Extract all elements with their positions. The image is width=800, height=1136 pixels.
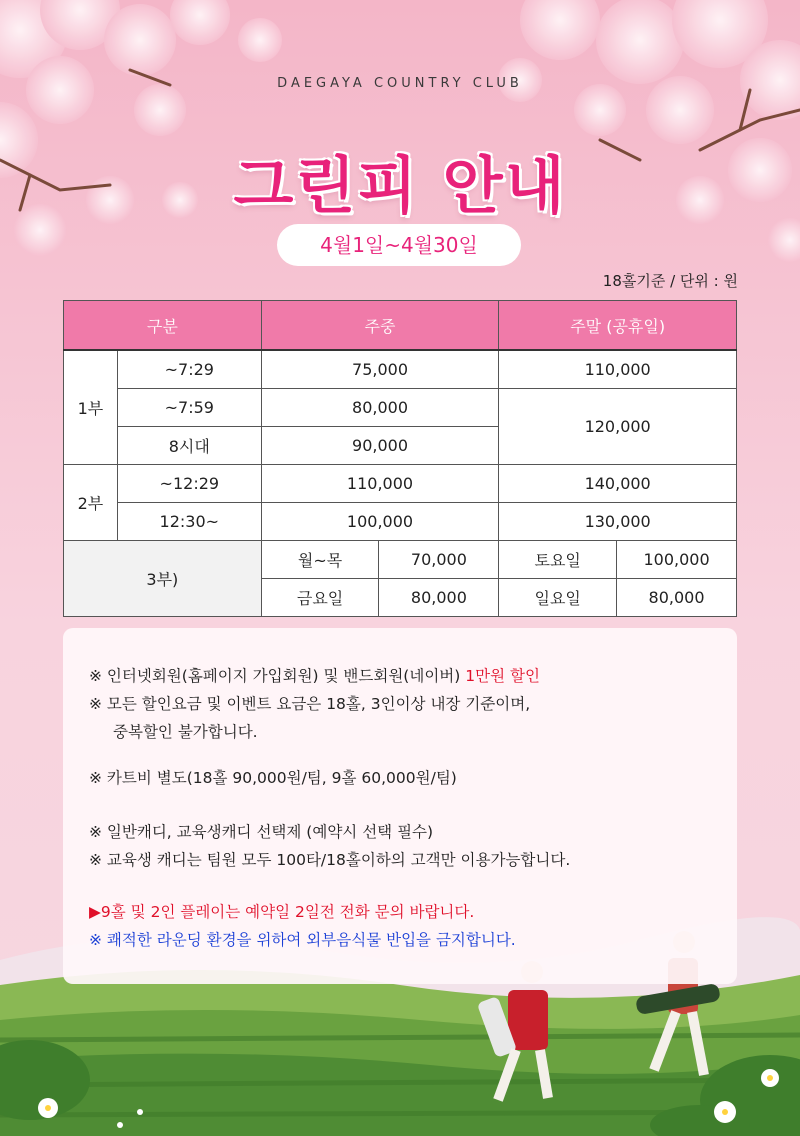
weekday-price: 110,000: [261, 465, 499, 503]
time-cell: ~7:29: [117, 350, 261, 389]
header-category: 구분: [64, 301, 262, 351]
day-cell: 금요일: [261, 579, 379, 617]
table-row: [64, 503, 737, 541]
header-weekend: 주말 (공휴일): [499, 301, 737, 351]
table-row: [64, 350, 737, 389]
day-cell: 일요일: [499, 579, 617, 617]
weekend-price: 110,000: [499, 350, 737, 389]
note-trainee-caddie: ※ 교육생 캐디는 팀원 모두 100타/18홀이하의 고객만 이용가능합니다.: [89, 851, 571, 869]
notes-panel: [63, 628, 737, 984]
note-9hole-notice: ▶9홀 및 2인 플레이는 예약일 2일전 전화 문의 바랍니다.: [89, 903, 475, 921]
weekend-price: 140,000: [499, 465, 737, 503]
period-badge: 4월1일~4월30일: [277, 224, 521, 266]
discount-highlight: 1만원 할인: [465, 667, 540, 685]
note-discount-basis: ※ 모든 할인요금 및 이벤트 요금은 18홀, 3인이상 내장 기준이며,: [89, 695, 531, 713]
weekend-price: 130,000: [499, 503, 737, 541]
price-cell: 80,000: [617, 579, 737, 617]
price-cell: 100,000: [617, 541, 737, 579]
weekday-price: 80,000: [261, 389, 499, 427]
club-name: DAEGAYA COUNTRY CLUB: [277, 76, 523, 91]
note-caddie-choice: ※ 일반캐디, 교육생캐디 선택제 (예약시 선택 필수): [89, 823, 434, 841]
note-text: ※ 인터넷회원(홈페이지 가입회원) 및 밴드회원(네이버): [89, 667, 466, 685]
part-label: 2부: [64, 465, 118, 541]
note-no-outside-food: ※ 쾌적한 라운딩 환경을 위하여 외부음식물 반입을 금지합니다.: [89, 931, 516, 949]
table-header-row: [64, 301, 737, 351]
price-cell: 70,000: [379, 541, 499, 579]
time-cell: ~7:59: [117, 389, 261, 427]
unit-basis: 18홀기준 / 단위 : 원: [602, 272, 738, 290]
header-weekday: 주중: [261, 301, 499, 351]
day-cell: 월~목: [261, 541, 379, 579]
weekday-price: 90,000: [261, 427, 499, 465]
part-label: 3부): [64, 541, 262, 617]
weekday-price: 100,000: [261, 503, 499, 541]
note-cart-fee: ※ 카트비 별도(18홀 90,000원/팀, 9홀 60,000원/팀): [89, 769, 457, 787]
table-row: [64, 541, 737, 579]
green-fee-table: [63, 300, 737, 617]
day-cell: 토요일: [499, 541, 617, 579]
note-no-duplicate: 중복할인 불가합니다.: [113, 723, 258, 741]
table-row: [64, 465, 737, 503]
time-cell: 8시대: [117, 427, 261, 465]
time-cell: ~12:29: [117, 465, 261, 503]
page-title: 그린피 안내: [233, 149, 567, 222]
weekday-price: 75,000: [261, 350, 499, 389]
price-cell: 80,000: [379, 579, 499, 617]
note-member-discount: [89, 664, 540, 686]
part-label: 1부: [64, 350, 118, 465]
time-cell: 12:30~: [117, 503, 261, 541]
table-row: [64, 389, 737, 427]
weekend-price: 120,000: [499, 389, 737, 465]
